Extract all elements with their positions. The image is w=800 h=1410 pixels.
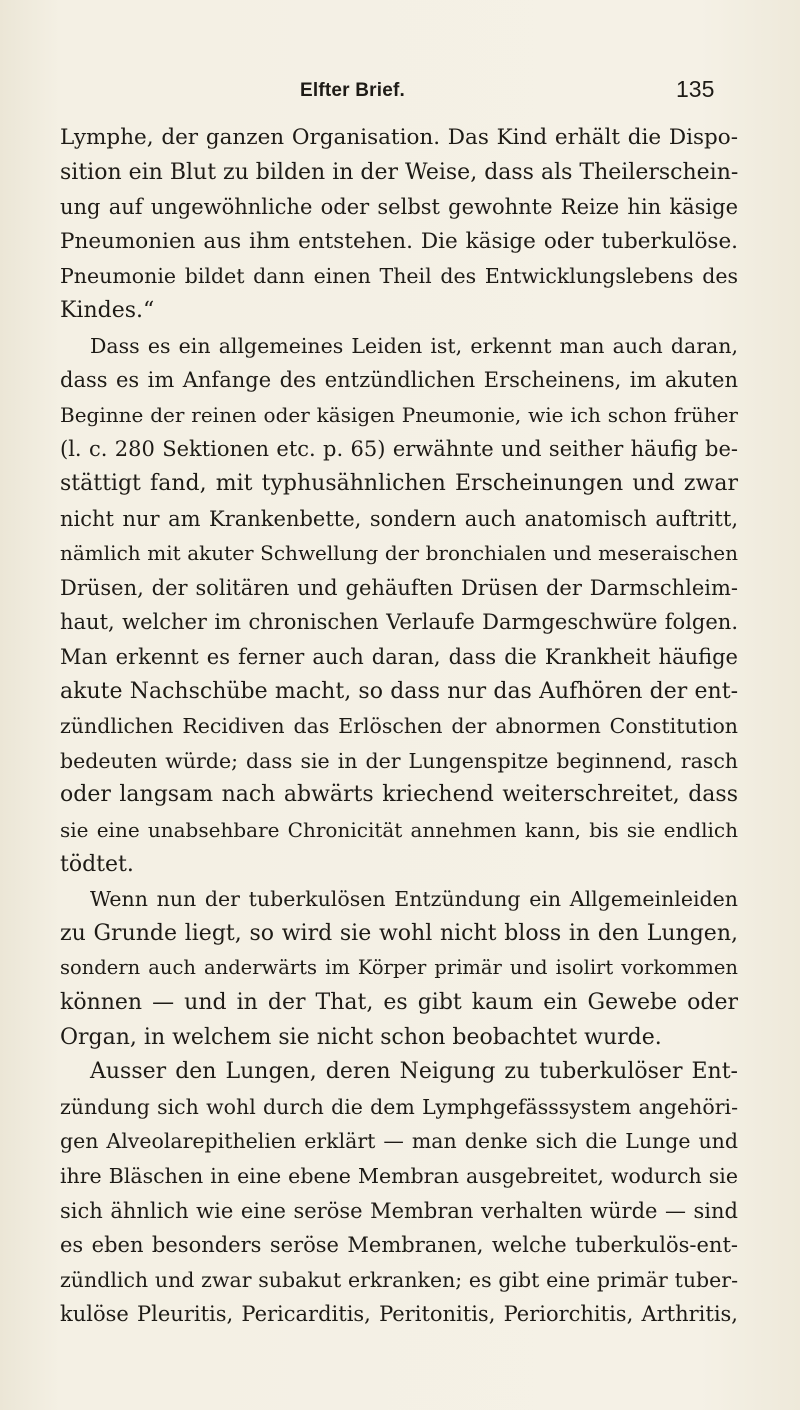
text-line: Pneumonien aus ihm entstehen. Die käsige oder tuberkulöse. [60,228,738,254]
text-line: Beginne der reinen oder käsigen Pneumonie, wie ich schon früher [60,402,738,427]
text-line: zündlichen Recidiven das Erlöschen der abnormen Constitution [60,714,738,739]
text-line: nämlich mit akuter Schwellung der bronchialen und meseraischen [60,541,738,566]
text-line: nicht nur am Krankenbette, sondern auch anatomisch auftritt, [60,506,738,531]
text-line: sie eine unabsehbare Chronicität annehmen kann, bis sie endlich [60,818,738,842]
text-line: Pneumonie bildet dann einen Theil des Entwicklungslebens des [60,264,738,289]
text-line: gen Alveolarepithelien erklärt — man denke sich die Lunge und [60,1129,738,1154]
text-line: dass es im Anfange des entzündlichen Erscheinens, im akuten [60,368,738,393]
text-line: Man erkennt es ferner auch daran, dass die Krankheit häufige [60,645,738,669]
text-line: stättigt fand, mit typhusähnlichen Erscheinungen und zwar [60,471,738,496]
text-line: kulöse Pleuritis, Pericarditis, Peritonitis, Periorchitis, Arthritis, [60,1302,738,1327]
running-head [0,76,800,108]
text-line: bedeuten würde; dass sie in der Lungenspitze beginnend, rasch [60,748,738,773]
text-line: Organ, in welchem sie nicht schon beobachtet wurde. [60,1024,662,1050]
text-line: Drüsen, der solitären und gehäuften Drüsen der Darmschleim- [60,575,738,600]
text-line: Lymphe, der ganzen Organisation. Das Kind erhält die Dispo- [60,125,738,150]
text-line: ihre Bläschen in eine ebene Membran ausgebreitet, wodurch sie [60,1164,738,1188]
text-line: akute Nachschübe macht, so dass nur das Aufhören der ent- [60,678,738,704]
text-line: können — und in der That, es gibt kaum ein Gewebe oder [60,990,738,1015]
text-line: (l. c. 280 Sektionen etc. p. 65) erwähnte und seither häufig be- [60,437,738,462]
text-line: Wenn nun der tuberkulösen Entzündung ein Allgemeinleiden [90,887,738,912]
text-line: zu Grunde liegt, so wird sie wohl nicht bloss in den Lungen, [60,920,738,946]
text-line: zündlich und zwar subakut erkranken; es gibt eine primär tuber- [60,1267,738,1292]
text-line: es eben besonders seröse Membranen, welche tuberkulös-ent- [60,1233,738,1258]
text-line: Ausser den Lungen, deren Neigung zu tuberkulöser Ent- [90,1059,738,1085]
text-line: sich ähnlich wie eine seröse Membran verhalten würde — sind [60,1198,738,1223]
text-line: tödtet. [60,851,134,877]
text-line: haut, welcher im chronischen Verlaufe Darmgeschwüre folgen. [60,610,738,635]
text-line: zündung sich wohl durch die dem Lymphgefässsystem angehöri- [60,1094,738,1119]
text-line: ung auf ungewöhnliche oder selbst gewohnte Reize hin käsige [60,195,738,220]
text-line: Dass es ein allgemeines Leiden ist, erkennt man auch daran, [90,333,738,358]
text-line: sition ein Blut zu bilden in der Weise, dass als Theilerschein- [60,159,739,185]
text-line: Kindes.“ [60,298,155,323]
page-number: 135 [676,76,715,102]
running-title: Elfter Brief. [300,80,406,101]
text-line: sondern auch anderwärts im Körper primär und isolirt vorkommen [60,956,738,980]
text-line: oder langsam nach abwärts kriechend weiterschreitet, dass [60,782,738,808]
